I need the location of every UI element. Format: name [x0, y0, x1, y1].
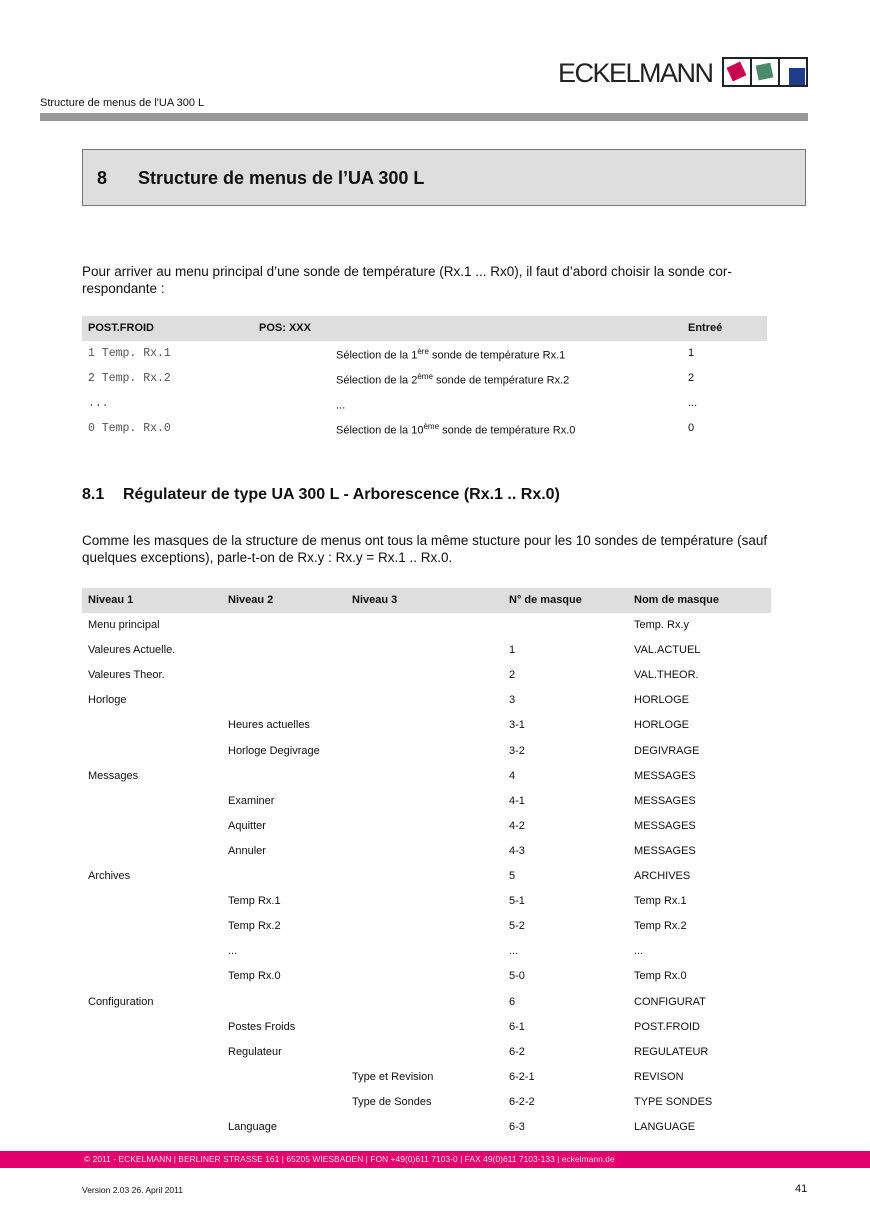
table2-cell: Menu principal [88, 619, 160, 631]
description-text: ... [336, 399, 346, 412]
table2-cell: HORLOGE [634, 694, 690, 707]
table2-cell: 3-1 [509, 719, 525, 732]
table2-cell: Type et Revision [352, 1070, 434, 1083]
table2-cell: ... [509, 945, 519, 958]
intro-paragraph: Pour arriver au menu principal d’une sonde de température (Rx.1 ... Rx0), il faut d’abord choisir la sonde cor-respondante : [82, 264, 732, 296]
section-number: 8.1 [82, 486, 105, 503]
table2-cell: Archives [88, 870, 131, 882]
description-text: sonde de température Rx.2 [432, 374, 570, 387]
chapter-title: Structure de menus de l’UA 300 L [138, 168, 425, 188]
table2-cell: 6-3 [509, 1121, 525, 1133]
footer-version: Version 2.03 26. April 2011 [82, 1185, 183, 1195]
table1-entry: ... [688, 397, 698, 409]
page-number: 41 [795, 1183, 808, 1195]
table2-cell: Valeures Theor. [88, 669, 165, 682]
table2-cell: REGULATEUR [634, 1045, 709, 1058]
table2-cell: 6 [509, 995, 516, 1008]
table1-item: ... [88, 397, 109, 410]
table2-cell: Type de Sondes [352, 1095, 432, 1108]
table2-cell: ... [634, 945, 644, 958]
table2-cell: 6-1 [509, 1020, 525, 1033]
table1-entry: 1 [688, 347, 695, 359]
table1-item: 2 Temp. Rx.2 [88, 372, 171, 385]
description-text: Sélection de la 2 [336, 374, 418, 387]
table2-cell: POST.FROID [634, 1020, 701, 1033]
table2-header-cell: N° de masque [509, 594, 582, 606]
table2-cell: Temp. Rx.y [634, 619, 690, 631]
table2-cell: Horloge [88, 694, 127, 707]
table2-cell: Regulateur [228, 1045, 282, 1058]
table2-cell: 6-2-2 [509, 1095, 535, 1108]
table1-header [82, 316, 767, 341]
ordinal-suffix: ère [417, 347, 429, 356]
table2-cell: 4-1 [509, 794, 525, 807]
table2-cell: Temp Rx.0 [228, 970, 281, 983]
table2-cell: LANGUAGE [634, 1121, 696, 1133]
table2-cell: ARCHIVES [634, 870, 691, 882]
table1-description [336, 372, 569, 387]
table1-header-cell: Entreé [688, 322, 723, 334]
table2-cell: TYPE SONDES [634, 1095, 713, 1108]
section-paragraph: Comme les masques de la structure de menus ont tous la même stucture pour les 10 sondes de température (sauf quelques exceptions), parle-t-on de Rx.y : Rx.y = Rx.1 .. Rx.0. [82, 533, 768, 565]
running-title: Structure de menus de l'UA 300 L [40, 97, 205, 109]
table2-cell: 5-1 [509, 895, 525, 908]
table1-description [336, 347, 565, 362]
description-text: Sélection de la 1 [336, 349, 418, 362]
table2-cell: 5-2 [509, 920, 525, 933]
table2-header-cell: Niveau 3 [352, 594, 398, 606]
table2-cell: 4 [509, 769, 516, 782]
table2-cell: Temp Rx.2 [228, 920, 281, 933]
table2-header-cell: Niveau 2 [228, 594, 274, 606]
table2-header [82, 588, 771, 613]
table2-cell: Temp Rx.1 [228, 895, 281, 908]
table2-cell: MESSAGES [634, 819, 696, 832]
footer-imprint: © 2011 - ECKELMANN | BERLINER STRASSE 161 | 65205 WIESBADEN | FON +49(0)611 7103-0 | FAX 49(0)611 7103-133 | eckelmann.de [0, 1151, 870, 1168]
table2-cell: 5-0 [509, 970, 525, 983]
table2-cell: Valeures Actuelle. [88, 644, 176, 657]
table2-cell: Temp Rx.1 [634, 895, 687, 908]
table1-description [336, 422, 575, 437]
table2-header-cell: Nom de masque [634, 594, 719, 606]
chapter-number: 8 [97, 168, 108, 188]
table2-cell: VAL.THEOR. [634, 669, 699, 682]
table2-cell: 2 [509, 669, 516, 682]
description-text: sonde de température Rx.0 [439, 424, 576, 437]
table2-cell: REVISON [634, 1070, 684, 1083]
ordinal-suffix: ème [423, 422, 440, 431]
table2-cell: VAL.ACTUEL [634, 644, 701, 657]
ordinal-suffix: ème [417, 372, 433, 381]
table2-cell: ... [228, 945, 238, 958]
table2-cell: Configuration [88, 995, 154, 1008]
table2-cell: MESSAGES [634, 794, 696, 807]
table2-cell: MESSAGES [634, 769, 696, 782]
table1-entry: 0 [688, 422, 695, 434]
table2-cell: Temp Rx.2 [634, 920, 687, 933]
description-text: Sélection de la 10 [336, 424, 424, 437]
table2-cell: CONFIGURAT [634, 995, 706, 1008]
table1-item: 1 Temp. Rx.1 [88, 347, 171, 360]
table2-cell: Temp Rx.0 [634, 970, 687, 983]
table2-cell: HORLOGE [634, 719, 690, 732]
table1-header-cell: POST.FROID [88, 322, 155, 334]
table2-cell: 4-2 [509, 819, 525, 832]
table2-cell: Messages [88, 769, 139, 782]
table2-cell: Language [228, 1121, 277, 1133]
logo-text: ECKELMANN [558, 58, 713, 88]
table2-cell: 6-2 [509, 1045, 525, 1058]
logo-icon [722, 57, 808, 87]
table2-cell: DEGIVRAGE [634, 744, 700, 757]
section-title: Régulateur de type UA 300 L - Arborescence (Rx.1 .. Rx.0) [123, 486, 560, 503]
chapter-heading [82, 149, 806, 206]
description-text: sonde de température Rx.1 [428, 349, 566, 362]
table2-cell: MESSAGES [634, 844, 696, 857]
header-rule [40, 113, 808, 121]
table1-description [336, 397, 345, 412]
table2-cell: Annuler [228, 844, 266, 857]
table1-item: 0 Temp. Rx.0 [88, 422, 171, 435]
table2-cell: Horloge Degivrage [228, 744, 320, 757]
table2-cell: 6-2-1 [509, 1070, 535, 1083]
table2-cell: Heures actuelles [228, 719, 310, 732]
table1-header-cell: POS: XXX [259, 322, 311, 334]
table2-cell: Postes Froids [228, 1020, 296, 1033]
table2-cell: 4-3 [509, 844, 525, 857]
table2-header-cell: Niveau 1 [88, 594, 134, 606]
table2-cell: 5 [509, 870, 516, 882]
table2-cell: Examiner [228, 794, 275, 807]
table2-cell: 3-2 [509, 744, 525, 757]
table2-cell: 3 [509, 694, 516, 707]
table1-entry: 2 [688, 372, 695, 384]
table2-cell: Aquitter [228, 819, 266, 832]
table2-cell: 1 [509, 644, 516, 657]
section-heading [82, 486, 560, 504]
